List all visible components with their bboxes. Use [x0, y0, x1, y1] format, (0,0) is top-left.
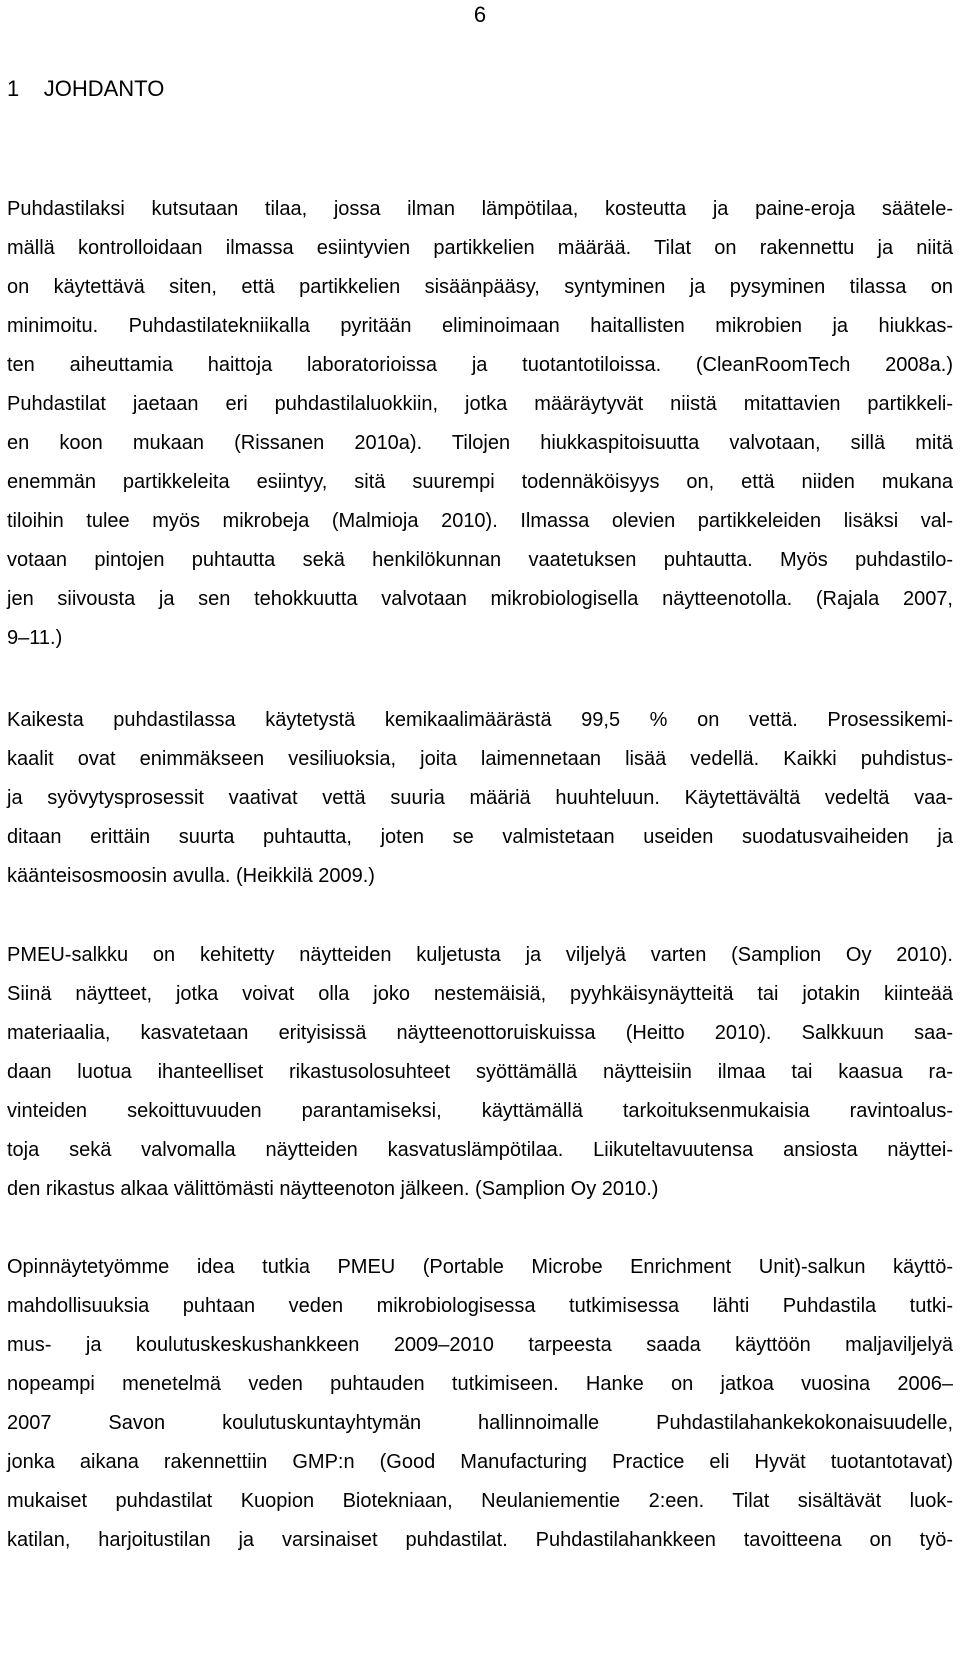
chapter-heading: [7, 76, 164, 102]
paragraph-line: PMEU-salkku on kehitetty näytteiden kuljetusta ja viljelyä varten (Samplion Oy 2010).: [7, 944, 953, 966]
paragraph-line: mällä kontrolloidaan ilmassa esiintyvien partikkelien määrää. Tilat on rakennettu ja niitä: [7, 237, 953, 259]
paragraph-line: Kaikesta puhdastilassa käytetystä kemikaalimäärästä 99,5 % on vettä. Prosessikemi-: [7, 709, 953, 731]
paragraph-line: toja sekä valvomalla näytteiden kasvatuslämpötilaa. Liikuteltavuutensa ansiosta näyttei-: [7, 1139, 953, 1161]
paragraph-line: Siinä näytteet, jotka voivat olla joko nestemäisiä, pyyhkäisynäytteitä tai jotakin kiinteää: [7, 983, 953, 1005]
paragraph-line: mus- ja koulutuskeskushankkeen 2009–2010 tarpeesta saada käyttöön maljaviljelyä: [7, 1334, 953, 1356]
paragraph-line: katilan, harjoitustilan ja varsinaiset puhdastilat. Puhdastilahankkeen tavoitteena on työ-: [7, 1529, 953, 1551]
page-number: 6: [473, 2, 487, 27]
paragraph-line: kaalit ovat enimmäkseen vesiliuoksia, joita laimennetaan lisää vedellä. Kaikki puhdistus-: [7, 748, 953, 770]
paragraph-line: 9–11.): [7, 627, 63, 649]
chapter-title: JOHDANTO: [43, 76, 165, 101]
paragraph-line: mukaiset puhdastilat Kuopion Biotekniaan, Neulaniementie 2:een. Tilat sisältävät luok-: [7, 1490, 953, 1512]
paragraph-line: jen siivousta ja sen tehokkuutta valvotaan mikrobiologisella näytteenotolla. (Rajala 2007,: [7, 588, 953, 610]
paragraph-line: on käytettävä siten, että partikkelien sisäänpääsy, syntyminen ja pysyminen tilassa on: [7, 276, 953, 298]
paragraph-thesis-idea: [7, 1248, 953, 1560]
paragraph-line: den rikastus alkaa välittömästi näytteenoton jälkeen. (Samplion Oy 2010.): [7, 1178, 659, 1200]
paragraph-line: materiaalia, kasvatetaan erityisissä näytteenottoruiskuissa (Heitto 2010). Salkkuun saa-: [7, 1022, 953, 1044]
paragraph-cleanroom-definition: [7, 190, 953, 658]
paragraph-line: ditaan erittäin suurta puhtautta, joten se valmistetaan useiden suodatusvaiheiden ja: [7, 826, 953, 848]
paragraph-line: Puhdastilaksi kutsutaan tilaa, jossa ilman lämpötilaa, kosteutta ja paine-eroja säätele-: [7, 198, 953, 220]
paragraph-line: vinteiden sekoittuvuuden parantamiseksi, käyttämällä tarkoituksenmukaisia ravintoalus-: [7, 1100, 953, 1122]
paragraph-line: 2007 Savon koulutuskuntayhtymän hallinnoimalle Puhdastilahankekokonaisuudelle,: [7, 1412, 953, 1434]
paragraph-line: tiloihin tulee myös mikrobeja (Malmioja 2010). Ilmassa olevien partikkeleiden lisäksi val-: [7, 510, 953, 532]
paragraph-line: mahdollisuuksia puhtaan veden mikrobiologisessa tutkimisessa lähti Puhdastila tutki-: [7, 1295, 953, 1317]
paragraph-line: Puhdastilat jaetaan eri puhdastilaluokkiin, jotka määräytyvät niistä mitattavien partikkeli-: [7, 393, 953, 415]
paragraph-line: enemmän partikkeleita esiintyy, sitä suurempi todennäköisyys on, että niiden mukana: [7, 471, 953, 493]
paragraph-line: en koon mukaan (Rissanen 2010a). Tilojen hiukkaspitoisuutta valvotaan, sillä mitä: [7, 432, 953, 454]
paragraph-line: Opinnäytetyömme idea tutkia PMEU (Portable Microbe Enrichment Unit)-salkun käyttö-: [7, 1256, 953, 1278]
paragraph-line: minimoitu. Puhdastilatekniikalla pyritään eliminoimaan haitallisten mikrobien ja hiukkas-: [7, 315, 953, 337]
paragraph-line: nopeampi menetelmä veden puhtauden tutkimiseen. Hanke on jatkoa vuosina 2006–: [7, 1373, 953, 1395]
paragraph-line: jonka aikana rakennettiin GMP:n (Good Manufacturing Practice eli Hyvät tuotantotavat): [7, 1451, 953, 1473]
paragraph-line: votaan pintojen puhtautta sekä henkilökunnan vaatetuksen puhtautta. Myös puhdastilo-: [7, 549, 953, 571]
paragraph-line: ten aiheuttamia haittoja laboratorioissa ja tuotantotiloissa. (CleanRoomTech 2008a.): [7, 354, 953, 376]
paragraph-process-chemicals: [7, 701, 953, 896]
paragraph-line: käänteisosmoosin avulla. (Heikkilä 2009.): [7, 865, 375, 887]
chapter-number: 1: [7, 76, 20, 101]
paragraph-pmeu-description: [7, 936, 953, 1209]
paragraph-line: ja syövytysprosessit vaativat vettä suuria määriä huuhteluun. Käytettävältä vedeltä vaa-: [7, 787, 953, 809]
paragraph-line: daan luotua ihanteelliset rikastusolosuhteet syöttämällä näytteisiin ilmaa tai kaasua ra-: [7, 1061, 953, 1083]
